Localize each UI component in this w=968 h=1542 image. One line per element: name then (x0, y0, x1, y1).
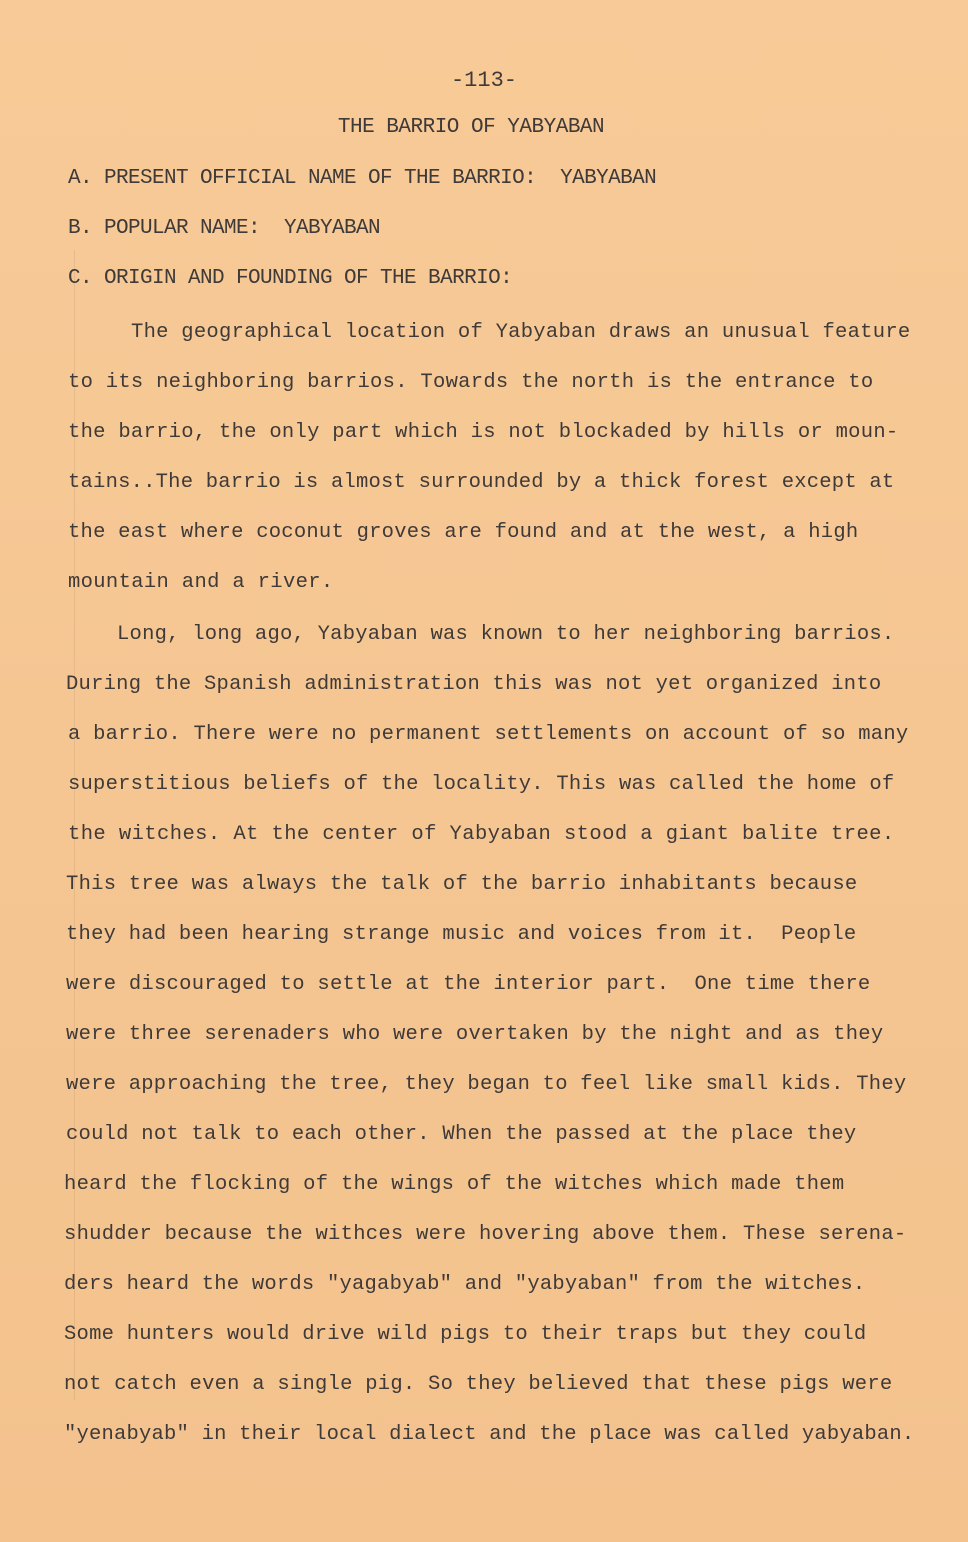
section-a-heading: A. PRESENT OFFICIAL NAME OF THE BARRIO: YABYABAN (68, 167, 657, 190)
text-line: the east where coconut groves are found and at the west, a high (68, 521, 859, 544)
text-line: mountain and a river. (68, 571, 334, 594)
text-line: to its neighboring barrios. Towards the north is the entrance to (68, 371, 874, 394)
text-line: This tree was always the talk of the barrio inhabitants because (66, 873, 858, 896)
text-line: were approaching the tree, they began to feel like small kids. They (66, 1073, 907, 1096)
text-line: the witches. At the center of Yabyaban stood a giant balite tree. (68, 823, 895, 846)
text-line: could not talk to each other. When the passed at the place they (66, 1123, 857, 1146)
text-line: the barrio, the only part which is not blockaded by hills or moun- (68, 421, 899, 444)
text-line: were three serenaders who were overtaken by the night and as they (66, 1023, 884, 1046)
text-line: During the Spanish administration this was not yet organized into (66, 673, 882, 696)
section-b-heading: B. POPULAR NAME: YABYABAN (68, 217, 381, 240)
text-line: a barrio. There were no permanent settlements on account of so many (68, 723, 909, 746)
text-line: not catch even a single pig. So they believed that these pigs were (64, 1373, 893, 1396)
page-title: THE BARRIO OF YABYABAN (337, 116, 605, 139)
text-line: heard the flocking of the wings of the witches which made them (64, 1173, 845, 1196)
text-line: shudder because the withces were hovering above them. These serena- (64, 1223, 907, 1246)
text-line: Some hunters would drive wild pigs to their traps but they could (64, 1323, 867, 1346)
text-line: ders heard the words "yagabyab" and "yabyaban" from the witches. (64, 1273, 866, 1296)
text-line: "yenabyab" in their local dialect and the place was called yabyaban. (64, 1423, 915, 1446)
page-number: -113- (450, 68, 517, 93)
text-line: The geographical location of Yabyaban draws an unusual feature (131, 321, 911, 344)
text-line: superstitious beliefs of the locality. This was called the home of (68, 773, 895, 796)
section-c-heading: C. ORIGIN AND FOUNDING OF THE BARRIO: (68, 267, 513, 290)
text-line: were discouraged to settle at the interior part. One time there (66, 973, 871, 996)
text-line: tains..The barrio is almost surrounded by a thick forest except at (68, 471, 895, 494)
text-line: they had been hearing strange music and voices from it. People (66, 923, 857, 946)
text-line: Long, long ago, Yabyaban was known to her neighboring barrios. (117, 623, 895, 646)
